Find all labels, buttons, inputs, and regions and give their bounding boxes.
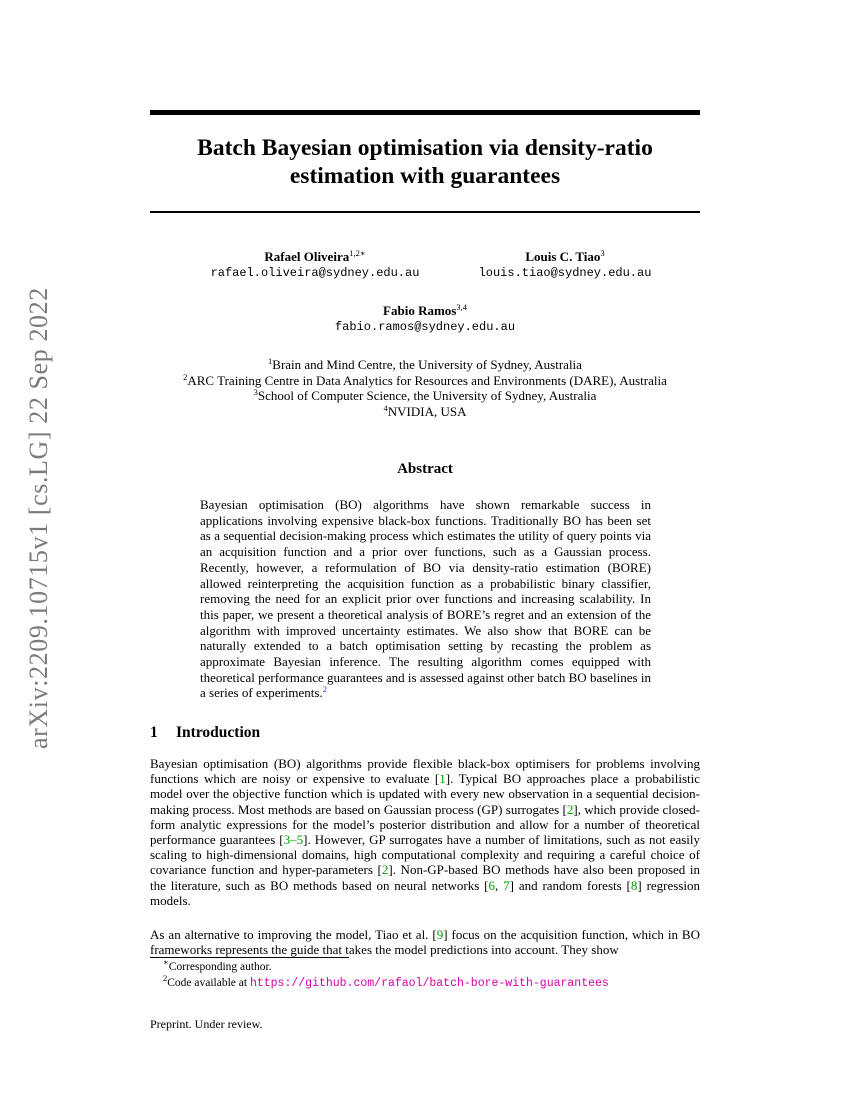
citation-link[interactable]: 2	[566, 801, 574, 817]
citation-link[interactable]: 3	[283, 832, 291, 848]
citation-link[interactable]: 2	[381, 862, 389, 878]
citation-link[interactable]: 6	[488, 877, 495, 893]
intro-paragraph-1	[150, 756, 700, 908]
title-bottom-rule	[150, 211, 700, 213]
title-top-rule	[150, 110, 700, 115]
affiliation-text: ARC Training Centre in Data Analytics for Resources and Environments (DARE), Australia	[187, 372, 667, 388]
section-number: 1	[150, 724, 158, 741]
para-text: ]. Typical BO approaches place a probabilistic model over the objective function which is updated with every new observation in a sequential decision-making process. Most methods are based on Gaussian process (GP) surrogates [	[150, 771, 700, 817]
footnote-mark: ∗	[163, 957, 169, 967]
footnotes	[163, 957, 609, 991]
para-text: As an alternative to improving the model, Tiao et al. [	[150, 927, 437, 942]
para-text: ]. Non-GP-based BO methods have also been proposed in the literature, such as BO methods based on neural networks [	[150, 862, 701, 893]
author-email[interactable]: fabio.ramos@sydney.edu.au	[334, 320, 516, 334]
citation-link[interactable]: 7	[503, 877, 510, 893]
footnote-text: Corresponding author.	[168, 961, 272, 973]
abstract-footnote-link[interactable]: 2	[322, 684, 327, 695]
author-affil-sup: 3	[600, 248, 605, 258]
section-title: Introduction	[176, 724, 261, 741]
affiliation-text: Brain and Mind Centre, the University of Sydney, Australia	[272, 357, 582, 372]
author-name: Fabio Ramos	[383, 303, 457, 318]
title-line-1: Batch Bayesian optimisation via density-ratio	[197, 135, 653, 161]
author-affil-sup: 3,4	[456, 302, 467, 312]
affiliation-line	[150, 357, 700, 373]
author-affil-sup: 1,2∗	[349, 248, 366, 258]
para-text: ] and random forests [	[509, 877, 631, 893]
affiliation-sup: 4	[383, 402, 388, 413]
footnote-text: Code available at	[167, 976, 250, 989]
para-text: ]. However, GP surrogates have a number of limitations, such as not easily scaling to high-dimensional domains, high computational complexity and requiring a careful choice of covariance function and hyper-parameters [	[150, 832, 700, 878]
footnote-mark: 2	[163, 972, 168, 983]
affiliation-line	[150, 373, 700, 389]
abstract-heading: Abstract	[397, 461, 453, 477]
author-name: Rafael Oliveira	[264, 249, 350, 264]
footnote-rule	[150, 957, 349, 958]
para-text: Bayesian optimisation (BO) algorithms provide flexible black-box optimisers for problems involving functions which are noisy or expensive to evaluate [	[150, 756, 700, 787]
abstract-body	[200, 497, 651, 701]
affiliation-line	[150, 404, 700, 420]
author-block	[440, 249, 690, 281]
paper-title	[150, 134, 700, 190]
citation-link[interactable]: 8	[630, 877, 638, 893]
citation-link[interactable]: 5	[296, 832, 304, 848]
affiliation-line	[150, 388, 700, 404]
arxiv-side-stamp: arXiv:2209.10715v1 [cs.LG] 22 Sep 2022	[24, 287, 53, 749]
para-text: ] regression models.	[150, 877, 700, 908]
section-heading	[150, 724, 260, 742]
affiliation-text: NVIDIA, USA	[387, 403, 467, 419]
affiliations	[150, 357, 700, 419]
author-email[interactable]: louis.tiao@sydney.edu.au	[478, 266, 652, 280]
affiliation-text: School of Computer Science, the University of Sydney, Australia	[257, 388, 597, 403]
abstract-text: Bayesian optimisation (BO) algorithms have shown remarkable success in applications involving expensive black-box functions. Traditionally BO has been set as a sequential decision-making process which estimates the utility of query points via an acquisition function and a prior over functions, such as a Gaussian process. Recently, however, a reformulation of BO via density-ratio estimation (BORE) allowed reinterpreting the acquisition function as a probabilistic binary classifier, removing the need for an explicit prior over functions and increasing scalability. In this paper, we present a theoretical analysis of BORE’s regret and an extension of the algorithm with improved uncertainty estimates. We also show that BORE can be naturally extended to a batch optimisation setting by recasting the problem as approximate Bayesian inference. The resulting algorithm comes equipped with theoretical performance guarantees and is assessed against other batch BO baselines in a series of experiments.	[200, 497, 651, 701]
affiliation-sup: 3	[253, 387, 258, 397]
intro-paragraph-2	[150, 927, 700, 957]
title-line-2: estimation with guarantees	[289, 163, 561, 189]
author-block	[190, 249, 440, 281]
citation-link[interactable]: 1	[439, 771, 446, 787]
para-text: ] focus on the acquisition function, which in BO frameworks represents the guide that takes the model predictions into account. They show	[150, 927, 700, 958]
citation-link[interactable]: 9	[436, 927, 444, 942]
code-url-link[interactable]: https://github.com/rafaol/batch-bore-with-guarantees	[249, 976, 609, 990]
author-block	[300, 303, 550, 335]
footnote-2	[163, 972, 609, 992]
affiliation-sup: 1	[268, 356, 273, 366]
footnote-1	[163, 957, 609, 976]
citation-range-dash: –	[290, 832, 297, 848]
author-name: Louis C. Tiao	[525, 249, 601, 264]
para-text: ], which provide closed-form analytic expressions for the model’s posterior distribution and allow for a number of theoretical performance guarantees [	[150, 801, 700, 848]
affiliation-sup: 2	[183, 371, 188, 382]
para-text: ,	[495, 877, 504, 893]
author-email[interactable]: rafael.oliveira@sydney.edu.au	[210, 266, 420, 280]
preprint-footer: Preprint. Under review.	[150, 1017, 263, 1031]
